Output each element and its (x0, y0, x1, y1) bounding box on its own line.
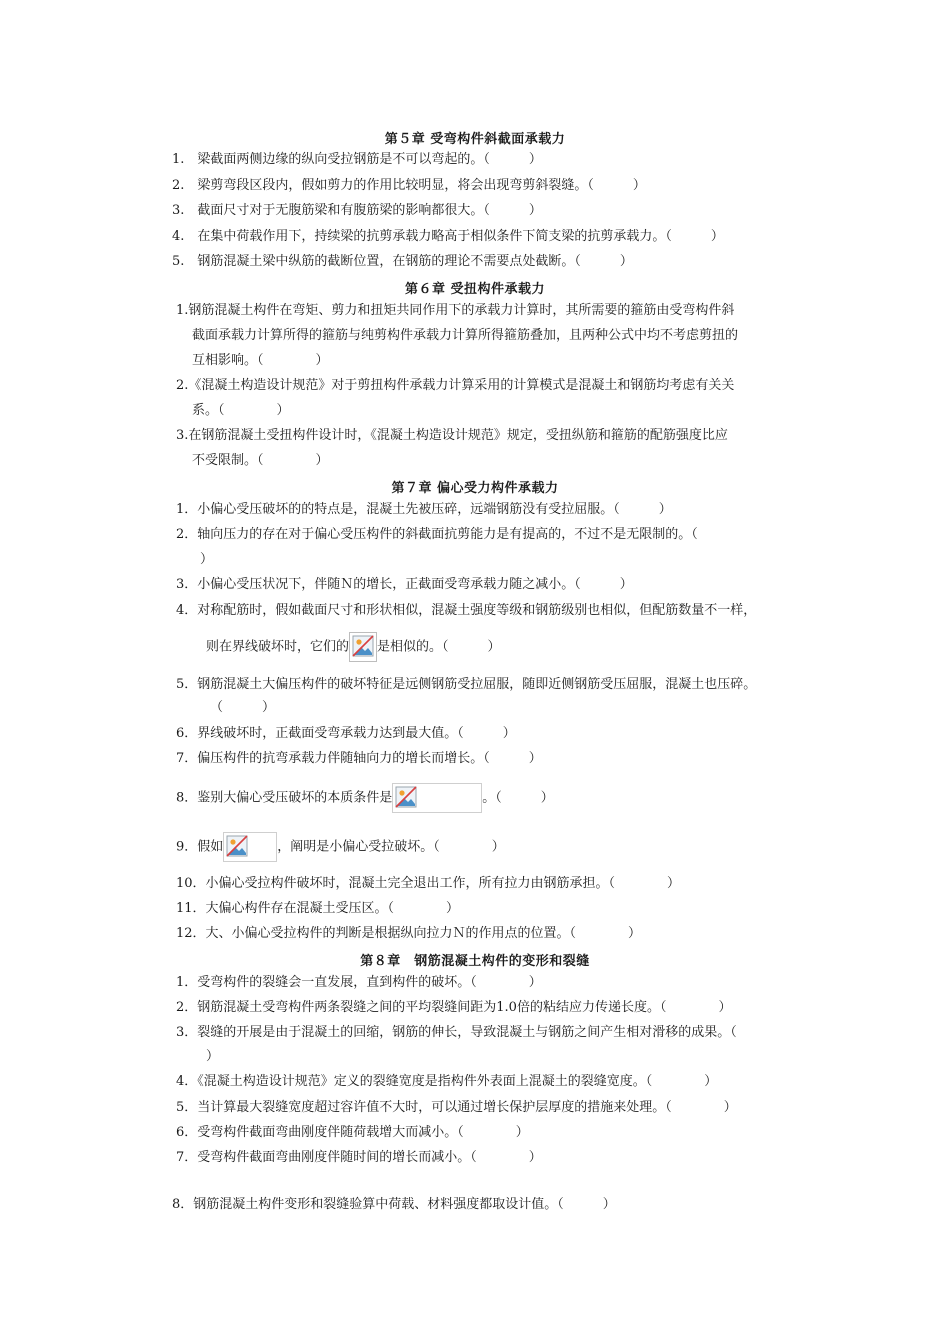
ch7-question-4-line-1: 4．对称配筋时，假如截面尺寸和形状相似，混凝土强度等级和钢筋级别也相似，但配筋数量不一样， (176, 603, 757, 618)
ch7-question-5-line-2: （ ） (210, 700, 276, 715)
ch7-question-9 (176, 832, 505, 862)
ch7-q8-text-after: 。（ ） (482, 790, 554, 806)
ch7-q8-text-before: 8．鉴别大偏心受压破坏的本质条件是 (176, 790, 393, 806)
ch6-question-3-line-1: 3.在钢筋混凝土受扭构件设计时，《混凝土构造设计规范》规定，受扭纵筋和箍筋的配筋强度比应 (176, 428, 728, 443)
ch7-q9-text-after: ，阐明是小偏心受拉破坏。（ ） (277, 839, 505, 855)
ch7-question-1: 1．小偏心受压破坏的的特点是，混凝土先被压碎，远端钢筋没有受拉屈服。（ ） (176, 502, 672, 517)
ch6-question-3-line-2: 不受限制。（ ） (192, 453, 329, 468)
ch8-question-7: 7．受弯构件截面弯曲刚度伴随时间的增长而减小。（ ） (176, 1150, 542, 1165)
ch6-question-2-line-2: 系。（ ） (192, 403, 290, 418)
ch8-question-4: 4．《混凝土构造设计规范》定义的裂缝宽度是指构件外表面上混凝土的裂缝宽度。（ ） (176, 1074, 718, 1089)
ch7-question-3: 3．小偏心受压状况下，伴随Ｎ的增长，正截面受弯承载力随之减小。（ ） (176, 577, 633, 592)
ch6-question-1-line-2: 截面承载力计算所得的箍筋与纯剪构件承载力计算所得箍筋叠加，且两种公式中均不考虑剪扭的 (192, 328, 739, 343)
chapter-6-title: 第６章 受扭构件承载力 (404, 282, 546, 297)
chapter-5-title: 第５章 受弯构件斜截面承载力 (384, 132, 566, 147)
ch7-q4-text-before: 则在界线破坏时，它们的 (206, 639, 350, 655)
ch7-q9-text-before: 9．假如 (176, 839, 224, 855)
ch5-question-2: 2. 梁剪弯段区段内，假如剪力的作用比较明显，将会出现弯剪斜裂缝。（ ） (172, 178, 646, 193)
ch8-question-3-line-2: ） (206, 1049, 220, 1064)
chapter-7-title: 第７章 偏心受力构件承载力 (391, 481, 559, 496)
ch5-question-4: 4. 在集中荷载作用下，持续梁的抗剪承载力略高于相似条件下简支梁的抗剪承载力。（ ） (172, 229, 724, 244)
ch7-question-2-line-2: ） (200, 552, 214, 567)
ch7-q4-text-after: 是相似的。（ ） (377, 639, 501, 655)
ch8-question-1: 1．受弯构件的裂缝会一直发展，直到构件的破坏。（ ） (176, 975, 542, 990)
chapter-8-title: 第８章 钢筋混凝土构件的变形和裂缝 (360, 954, 590, 969)
broken-image-icon (223, 832, 277, 862)
ch5-question-3: 3. 截面尺寸对于无腹筋梁和有腹筋梁的影响都很大。（ ） (172, 203, 542, 218)
ch7-question-6: 6．界线破坏时，正截面受弯承载力达到最大值。（ ） (176, 726, 516, 741)
ch7-question-4-line-2 (206, 632, 501, 662)
ch7-question-5-line-1: 5．钢筋混凝土大偏压构件的破坏特征是远侧钢筋受拉屈服，随即近侧钢筋受压屈服，混凝土也压碎。 (176, 677, 757, 692)
ch8-question-3-line-1: 3．裂缝的开展是由于混凝土的回缩，钢筋的伸长，导致混凝土与钢筋之间产生相对滑移的成果。（ (176, 1025, 737, 1040)
ch7-question-12: 12．大、小偏心受拉构件的判断是根据纵向拉力Ｎ的作用点的位置。（ ） (176, 926, 642, 941)
ch8-question-2: 2．钢筋混凝土受弯构件两条裂缝之间的平均裂缝间距为1.0倍的粘结应力传递长度。（ ） (176, 1000, 732, 1015)
broken-image-icon (349, 632, 377, 662)
ch7-question-2-line-1: 2．轴向压力的存在对于偏心受压构件的斜截面抗剪能力是有提高的，不过不是无限制的。（ (176, 527, 698, 542)
ch6-question-1-line-1: 1.钢筋混凝土构件在弯矩、剪力和扭矩共同作用下的承载力计算时，其所需要的箍筋由受弯构件斜 (176, 303, 735, 318)
ch8-question-5: 5．当计算最大裂缝宽度超过容许值不大时，可以通过增长保护层厚度的措施来处理。（ ） (176, 1100, 737, 1115)
ch6-question-2-line-1: 2.《混凝土构造设计规范》对于剪扭构件承载力计算采用的计算模式是混凝土和钢筋均考虑有关关 (176, 378, 735, 393)
ch8-question-8: 8．钢筋混凝土构件变形和裂缝验算中荷载、材料强度都取设计值。（ ） (172, 1197, 616, 1212)
ch5-question-5: 5. 钢筋混凝土梁中纵筋的截断位置，在钢筋的理论不需要点处截断。（ ） (172, 254, 633, 269)
ch7-question-11: 11．大偏心构件存在混凝土受压区。（ ） (176, 901, 460, 916)
broken-image-icon (392, 783, 482, 813)
ch7-question-7: 7．偏压构件的抗弯承载力伴随轴向力的增长而增长。（ ） (176, 751, 542, 766)
ch7-question-8 (176, 783, 554, 813)
ch5-question-1: 1. 梁截面两侧边缘的纵向受拉钢筋是不可以弯起的。（ ） (172, 152, 542, 167)
ch7-question-10: 10．小偏心受拉构件破坏时，混凝土完全退出工作，所有拉力由钢筋承担。（ ） (176, 876, 681, 891)
ch6-question-1-line-3: 互相影响。（ ） (192, 353, 329, 368)
ch8-question-6: 6．受弯构件截面弯曲刚度伴随荷载增大而减小。（ ） (176, 1125, 529, 1140)
